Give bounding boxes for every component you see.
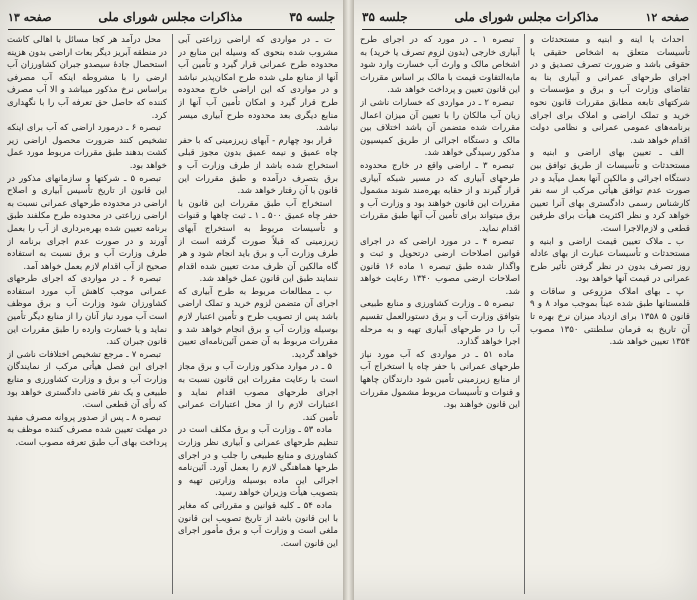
left-page-header	[8, 6, 335, 28]
left-page-right-column	[178, 34, 338, 596]
paragraph: قرار بود چهارم - آبهای زیرزمینی که با حفر چاه عمیق و نیمه عمیق بدون مجوز قبلی استخراج شده باشد از طرف وزارت آب و برق بتصرف درآمده و طبق مقررات این قانون با آن رفتار خواهد شد.	[178, 135, 338, 197]
paragraph: ماده ۵۱ ـ در مواردی که آب مورد نیاز طرحهای عمرانی با حفر چاه یا استخراج آب از منابع زیرزمینی تأمین شود دارندگان چاهها و قنوات و تأسیسات مربوط مشمول مقررات این قانون خواهند بود.	[360, 349, 520, 411]
right-page-number: صفحه ۱۲	[645, 10, 689, 24]
paragraph: تبصره ۲ ـ در مواردی که خسارات ناشی از زیان آب مالکان را با تعیین آن میزان اعمال مقررات شده متضمن آن باشد اختلاف بین مالک و دستگاه اجرائی از طریق کمیسیون مذکور رسیدگی خواهد شد.	[360, 97, 520, 159]
paragraph: ۵ ـ در موارد مذکور وزارت آب و برق مجاز است با رعایت مقررات این قانون نسبت به اجرای طرحهای مصوب اقدام نماید و اعتبارات لازم را از محل اعتبارات عمرانی تأمین کند.	[178, 362, 338, 423]
paragraph: ب ـ مطالعات مربوط به طرح آبیاری که اجرای آن متضمن لزوم خرید و تملک اراضی باشد پس از تصویب طرح و تأمین اعتبار لازم بوسیله وزارت آب و برق انجام خواهد شد و مقررات مربوط به آن ضمن آئین‌نامه‌ای تعیین خواهد گردید.	[178, 286, 338, 360]
left-page-session: جلسه ۳۵	[289, 10, 335, 24]
left-page-title: مذاکرات مجلس شورای ملی	[98, 10, 243, 24]
paragraph: تبصره ۸ ـ پس از صدور پروانه مصرف مفید در مهلت تعیین شده مصرف کننده موظف به پرداخت بهای آب طبق تعرفه مصوب است.	[7, 412, 167, 448]
paragraph: تبصره ۷ ـ مرجع تشخیص اختلافات ناشی از اجرای این فصل هیأتی مرکب از نمایندگان وزارت آب و برق و وزارت کشاورزی و منابع طبیعی و یک نفر قاضی دادگستری خواهد بود که رأی آن قطعی است.	[7, 349, 167, 411]
left-page	[0, 0, 343, 600]
column-divider	[524, 34, 525, 594]
paragraph: پ ـ بهای املاک مزروعی و ساقات و قلمستانها طبق شده عیناً بموجب مواد ۸ و ۹ قانون ۵ ۱۳۵۸ برای ازدیاد میزان نرخ بهره تا آن تاریخ به فرمان سلطنتی ۱۳۵۰ مصوب ۱۳۵۴ تعیین خواهد شد.	[530, 286, 690, 348]
paragraph: ت ـ در مواردی که اراضی زراعتی آبی مشروب شده بنحوی که وسیله این منابع در محدوده طرح عمرانی قرار گیرد و تأمین آب آنها از منابع ملی شده طرح امکان‌پذیر نباشد و در مواردی که این اراضی خارج محدوده طرح قرار گیرد و امکان تأمین آب آنها از منابع دیگری بعد محدوده طرح آبیاری میسر نباشد.	[178, 35, 338, 134]
paragraph: تبصره ۴ ـ در مورد اراضی که در اجرای قوانین اصلاحات ارضی درتحویل و ثبت و واگذار شده طبق تبصره ۱ ماده ۱۶ قانون اصلاحات ارضی مصوب ۱۳۴۰ رعایت خواهد شد.	[360, 236, 520, 297]
paragraph: تبصره ۵ ـ شرکتها و سازمانهای مذکور در این قانون از تاریخ تأسیس آبیاری و اصلاح اراضی در محدوده طرحهای عمرانی نسبت به اراضی زراعتی در محدوده طرح مکلفند طبق برنامه تعیین شده بهره‌برداری از آب را بعمل آورند و در صورت عدم اجرای برنامه از طرف وزارت آب و برق نسبت به استفاده صحیح از آب اقدام لازم بعمل خواهد آمد.	[7, 173, 167, 272]
right-page-session: جلسه ۳۵	[362, 10, 408, 24]
paragraph: احداث یا اینه و ابنیه و مستحدثات و تأسیسات متعلق به اشخاص حقیقی یا حقوقی باشد و ضرورت تصرف تصدیق و در اجرای طرحهای عمرانی و آبیاری بنا به تقاضای وزارت آب و برق و مؤسسات و شرکتهای تابعه مطابق مقررات قانون نحوه خرید و تملک اراضی و املاک برای اجرای برنامه‌های عمومی عمرانی و نظامی دولت اقدام خواهد شد.	[530, 35, 690, 146]
right-page-header-rule	[362, 29, 689, 30]
left-page-left-column	[7, 34, 167, 596]
paragraph: ماده ۵۳ ـ وزارت آب و برق مکلف است در تنظیم طرحهای عمرانی و آبیاری نظر وزارت کشاورزی و منابع طبیعی را جلب و در اجرای طرحها هماهنگی لازم را بعمل آورد. آئین‌نامه اجرائی این ماده بوسیله وزارتین تهیه و بتصویب هیأت وزیران خواهد رسید.	[178, 425, 338, 499]
column-divider	[172, 34, 173, 594]
right-page-right-column	[530, 34, 690, 596]
paragraph: الف ـ تعیین بهای اراضی و ابنیه و مستحدثات و تأسیسات از طریق توافق بین دستگاه اجرائی و مالکین آنها بعمل میآید و در صورت عدم توافق هیأتی مرکب از سه نفر کارشناس رسمی دادگستری بهای آنرا تعیین خواهد کرد و نظر اکثریت هیأت برای طرفین قطعی و لازم‌الاجرا است.	[530, 148, 690, 234]
paragraph: تبصره ۱ ـ در مورد که در اجرای طرح آبیاری خارجی (بدون لزوم تصرف یا خرید) به اشخاص مالک و وارث آب خسارت وارد شود مابه‌التفاوت قیمت با مالک بر اساس مقررات این قانون تعیین و پرداخت خواهد شد.	[360, 35, 520, 96]
right-page-left-column	[360, 34, 520, 596]
left-page-header-rule	[8, 29, 335, 30]
right-page	[354, 0, 697, 600]
paragraph: تبصره ۶ ـ در مواردی که اجرای طرحهای عمرانی موجب کاهش آب مورد استفاده کشاورزان شود وزارت آب و برق موظف است آب مورد نیاز آنان را از منابع دیگر تأمین نماید و یا خسارت وارده را طبق مقررات این قانون جبران کند.	[7, 274, 167, 348]
paragraph: تبصره ۵ ـ وزارت کشاورزی و منابع طبیعی بتوافق وزارت آب و برق دستورالعمل تقسیم آب را در طرحهای آبیاری تهیه و به مرحله اجرا خواهد گذارد.	[360, 299, 520, 348]
paragraph: محل درآمد هر کجا مسائل با اهالی کاشت در منطقه آبریز دیگر بعات اراضی بدون هزینه استحصال جادهٔ سیصدو جبران کشاورزان آب ارضی را با مشروطه اینکه آب مصرفی براساس نرخ مذکور میباشد و الا آب مصرف کننده که حاصل حق تعرفه آب را با نگهداری کرد.	[7, 35, 167, 121]
paragraph: ماده ۵۴ ـ کلیه قوانین و مقرراتی که مغایر با این قانون باشد از تاریخ تصویب این قانون ملغی است و وزارت آب و برق مأمور اجرای این قانون است.	[178, 500, 338, 549]
paragraph: ب ـ ملاک تعیین قیمت اراضی و ابنیه و مستحدثات و تأسیسات عبارت از بهای عادله روز تصرف بدون در نظر گرفتن تأثیر طرح عمرانی در قیمت آنها خواهد بود.	[530, 236, 690, 285]
right-page-title: مذاکرات مجلس شورای ملی	[454, 10, 599, 24]
book-gutter	[343, 0, 354, 600]
right-page-header	[362, 6, 689, 28]
left-page-number: صفحه ۱۳	[8, 10, 52, 24]
paragraph: استخراج آب طبق مقررات این قانون با حفر چاه عمیق ۵۰۰ ـ ۱ ـ ثبت چاهها و قنوات و تأسیسات مربوط به استخراج آبهای زیرزمینی که قبلاً صورت گرفته است از طرف وزارت آب و برق باید انجام شود و هر گاه مالکین آن ظرف مدت تعیین شده اقدام ننمایند طبق این قانون عمل خواهد شد.	[178, 198, 338, 285]
paragraph: تبصره ۶ ـ درمورد اراضی که آب برای اینکه تشخیص کنند ضرورت محصول اراضی زیر کشت بدهند طبق مقررات مربوط مورد عمل خواهد بود.	[7, 123, 167, 171]
paragraph: تبصره ۳ ـ اراضی واقع در خارج محدوده طرحهای آبیاری که در مسیر شبکه آبیاری قرار گیرند و از حقابه بهره‌مند شوند مشمول مقررات این قانون خواهند بود و وزارت آب و برق میتواند برای تأمین آب آنها طبق مقررات اقدام نماید.	[360, 160, 520, 234]
